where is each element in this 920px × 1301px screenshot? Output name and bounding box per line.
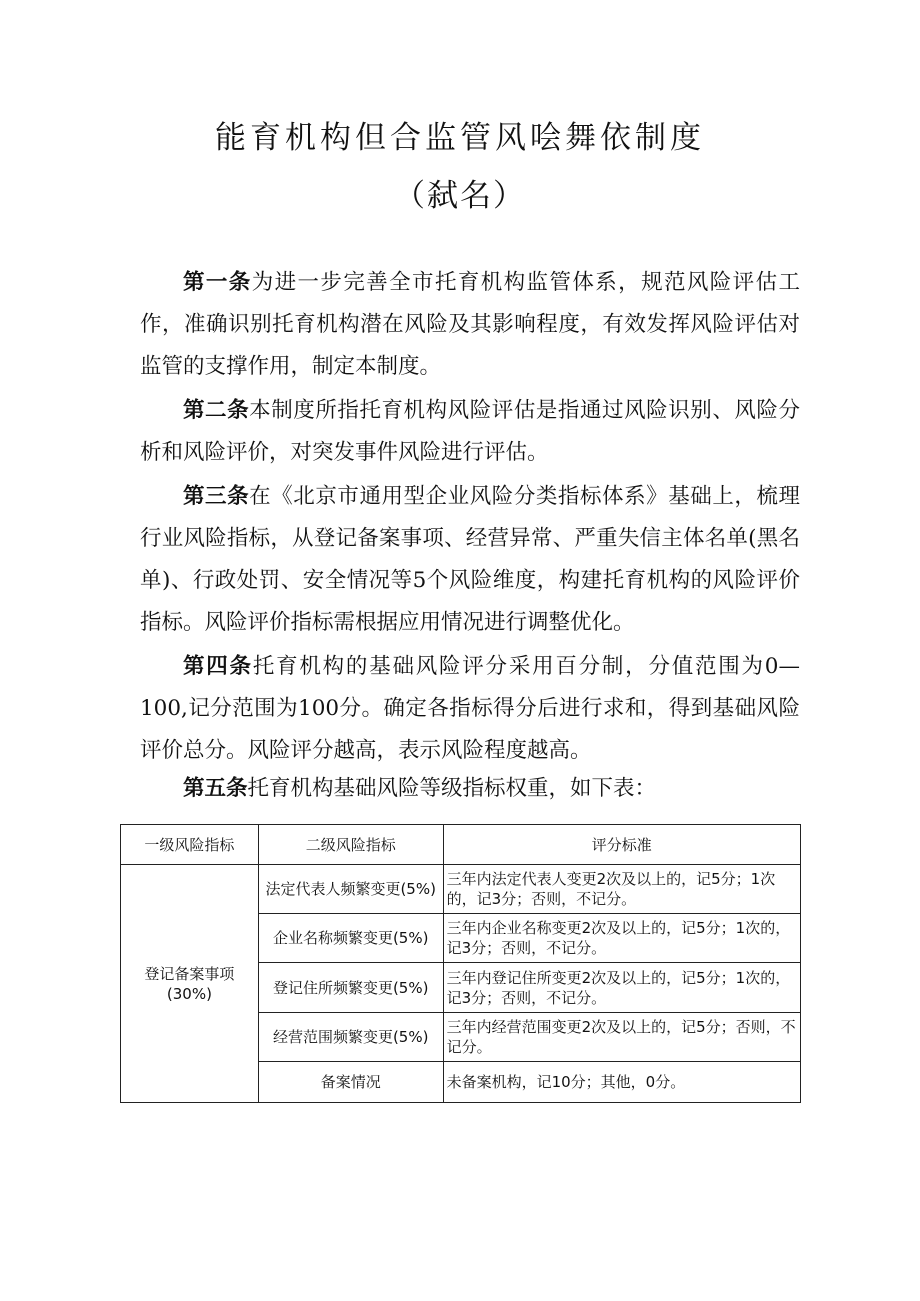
- article-text: 托育机构基础风险等级指标权重，如下表：: [247, 776, 657, 801]
- indicator-cell: 备案情况: [258, 1062, 443, 1103]
- group-cell: 登记备案事项(30%): [121, 865, 259, 1103]
- article-label: 第五条: [183, 776, 248, 801]
- document-title: 能育机构但合监管风哙舞依制度: [215, 120, 705, 156]
- article-label: 第二条: [183, 398, 250, 423]
- header-criteria: 评分标准: [443, 825, 800, 865]
- header-level2: 二级风险指标: [258, 825, 443, 865]
- criteria-cell: 未备案机构，记10分；其他，0分。: [443, 1062, 800, 1103]
- article-label: 第一条: [183, 270, 252, 295]
- header-level1: 一级风险指标: [121, 825, 259, 865]
- table-row: [121, 865, 801, 914]
- article-2: [140, 390, 800, 474]
- table-header-row: [121, 825, 801, 865]
- document-subtitle: （弑名）: [394, 178, 526, 214]
- article-label: 第四条: [183, 654, 253, 679]
- article-3: [140, 476, 800, 644]
- criteria-cell: 三年内法定代表人变更2次及以上的，记5分；1次的，记3分；否则，不记分。: [443, 865, 800, 914]
- criteria-cell: 三年内企业名称变更2次及以上的，记5分；1次的，记3分；否则，不记分。: [443, 914, 800, 963]
- article-text: 为进一步完善全市托育机构监管体系，规范风险评估工作，准确识别托育机构潜在风险及其影响程度，有效发挥风险评估对监管的支撑作用，制定本制度。: [140, 270, 800, 379]
- article-1: [140, 262, 800, 388]
- indicator-cell: 登记住所频繁变更(5%): [258, 963, 443, 1013]
- criteria-cell: 三年内经营范围变更2次及以上的，记5分；否则，不记分。: [443, 1013, 800, 1062]
- indicator-cell: 企业名称频繁变更(5%): [258, 914, 443, 963]
- document-body: [140, 262, 800, 804]
- criteria-cell: 三年内登记住所变更2次及以上的，记5分；1次的，记3分；否则，不记分。: [443, 963, 800, 1013]
- risk-indicator-table: [120, 824, 801, 1103]
- article-text: 托育机构的基础风险评分采用百分制，分值范围为0—100,记分范围为100分。确定各指标得分后进行求和，得到基础风险评价总分。风险评分越高，表示风险程度越高。: [140, 654, 800, 763]
- indicator-cell: 法定代表人频繁变更(5%): [258, 865, 443, 914]
- article-label: 第三条: [183, 484, 250, 509]
- article-4: [140, 646, 800, 772]
- indicator-cell: 经营范围频繁变更(5%): [258, 1013, 443, 1062]
- article-text: 本制度所指托育机构风险评估是指通过风险识别、风险分析和风险评价，对突发事件风险进行评估。: [140, 398, 800, 465]
- article-text: 在《北京市通用型企业风险分类指标体系》基础上，梳理行业风险指标，从登记备案事项、经营异常、严重失信主体名单(黑名单)、行政处罚、安全情况等5个风险维度，构建托育机构的风险评价指标。风险评价指标需根据应用情况进行调整优化。: [140, 484, 800, 635]
- article-5: [140, 774, 800, 804]
